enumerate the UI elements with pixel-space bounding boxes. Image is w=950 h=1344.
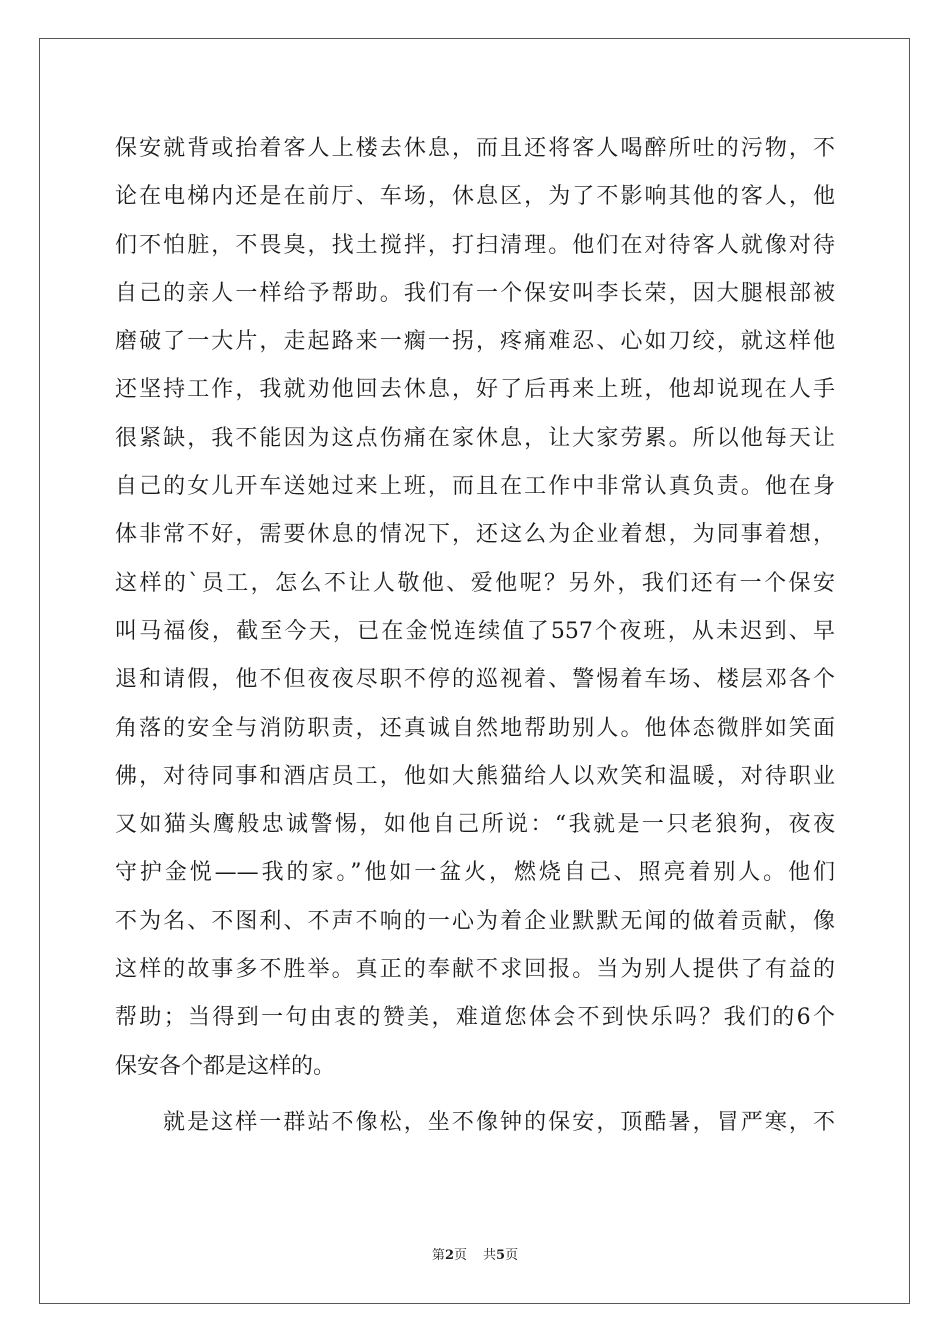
text-line: 自己的女儿开车送她过来上班，而且在工作中非常认真负责。他在身 [115, 474, 835, 500]
total-prefix: 共 [483, 1248, 497, 1263]
document-body [115, 125, 835, 1147]
text-line: 自己的亲人一样给予帮助。我们有一个保安叫李长荣，因大腿根部被 [115, 280, 835, 306]
text-line: 帮助；当得到一句由衷的赞美，难道您体会不到快乐吗？我们的6个 [115, 1005, 835, 1031]
text-line: 这样的故事多不胜举。真正的奉献不求回报。当为别人提供了有益的 [115, 957, 835, 983]
paragraph-gap [115, 1091, 835, 1099]
text-line: 论在电梯内还是在前厅、车场，休息区，为了不影响其他的客人，他 [115, 184, 835, 210]
text-line: 退和请假，他不但夜夜尽职不停的巡视着、警惕着车场、楼层邓各个 [115, 667, 835, 693]
total-pages: 5 [496, 1248, 506, 1263]
text-line: 角落的安全与消防职责，还真诚自然地帮助别人。他体态微胖如笑面 [115, 715, 835, 741]
text-line: 还坚持工作，我就劝他回去休息，好了后再来上班，他却说现在人手 [115, 377, 835, 403]
text-line: 体非常不好，需要休息的情况下，还这么为企业着想，为同事着想， [115, 522, 835, 548]
text-line: 就是这样一群站不像松，坐不像钟的保安，顶酷暑，冒严寒，不 [163, 1109, 835, 1135]
total-suffix: 页 [505, 1248, 519, 1263]
page-footer [0, 1244, 950, 1263]
text-line: 又如猫头鹰般忠诚警惕，如他自己所说：“我就是一只老狼狗，夜夜 [115, 812, 835, 838]
text-line: 保安各个都是这样的。 [115, 1053, 336, 1079]
text-line: 不为名、不图利、不声不响的一心为着企业默默无闻的做着贡献，像 [115, 908, 835, 934]
text-line: 佛，对待同事和酒店员工，他如大熊猫给人以欢笑和温暖，对待职业 [115, 763, 835, 789]
text-line: 守护金悦——我的家。”他如一盆火，燃烧自己、照亮着别人。他们 [115, 860, 835, 886]
text-line: 保安就背或抬着客人上楼去休息，而且还将客人喝醉所吐的污物，不 [115, 136, 835, 161]
page-prefix: 第 [431, 1248, 445, 1263]
text-line: 很紧缺，我不能因为这点伤痛在家休息，让大家劳累。所以他每天让 [115, 425, 835, 451]
page-number: 2 [444, 1248, 454, 1263]
text-line: 叫马福俊，截至今天，已在金悦连续值了557个夜班，从未迟到、早 [115, 618, 835, 644]
text-line: 磨破了一大片，走起路来一瘸一拐，疼痛难忍、心如刀绞，就这样他 [115, 329, 835, 355]
page-suffix: 页 [453, 1248, 467, 1263]
text-line: 这样的`员工，怎么不让人敬他、爱他呢？另外，我们还有一个保安 [115, 570, 835, 596]
text-line: 们不怕脏，不畏臭，找土搅拌，打扫清理。他们在对待客人就像对待 [115, 232, 835, 258]
